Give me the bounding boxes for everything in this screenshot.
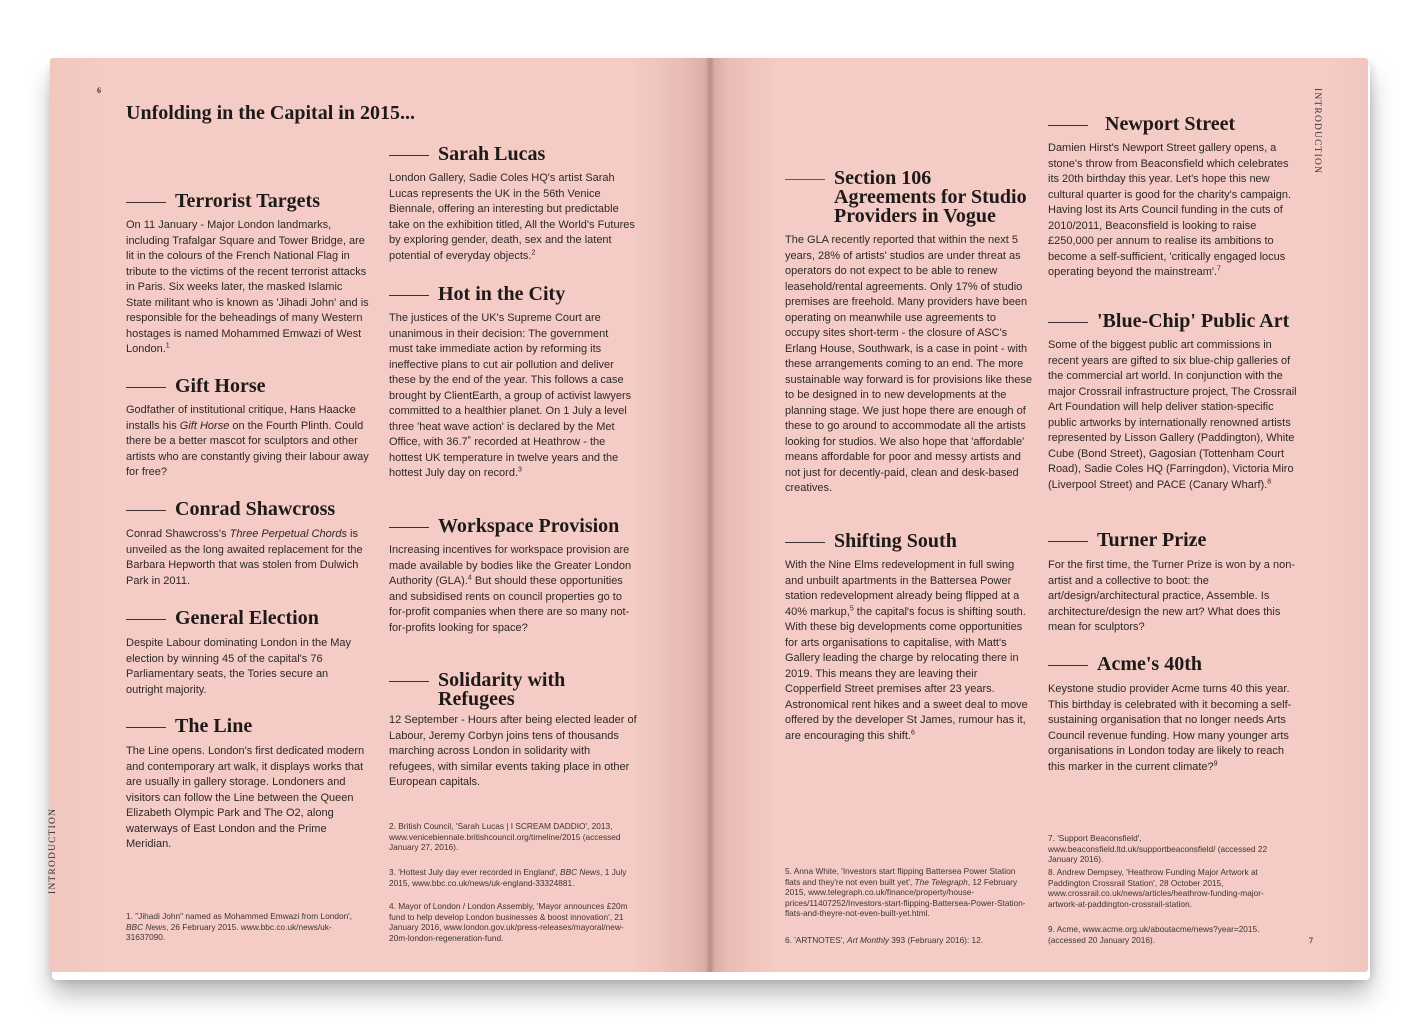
body-section-106: The GLA recently reported that within the next 5 years, 28% of artists' studios are under threat as operators do not expect to be able to renew leasehold/rental agreements. Only 17% of studio premises are freehold. Many providers have been operating on meanwhile use agreements to occupy sites short-term - the closure of ASC's Erlang House, Southwark, is a case in point - with these arrangements coming to an end. The more sustainable way forward is for provisions like these to be designed in to new developments at the planning stage. We just hope there are enough of these to go around to accommodate all the artists looking for studios. We also hope that 'affordable' means affordable for poor and messy artists and not just for decently-paid, clean and desk-based creatives. bbox=[785, 234, 1033, 494]
heading-rule bbox=[389, 527, 429, 528]
heading-rule bbox=[389, 681, 429, 682]
heading-rule bbox=[126, 510, 166, 511]
heading-solidarity-with-refugees: Solidarity with Refugees bbox=[438, 669, 566, 710]
heading-hot-in-the-city: Hot in the City bbox=[438, 283, 566, 305]
body-terrorist-targets: On 11 January - Major London landmarks, including Trafalgar Square and Tower Bridge, are lit in the colours of the French National Flag in tribute to the victims of the recent terrorist attacks in Paris. Six weeks later, the masked Islamic State militant who is known as 'Jihadi John' and is responsible for the beheadings of many Western hostages is named Mohammed Emwazi of West London.$^1$ bbox=[126, 219, 369, 355]
page-title: Unfolding in the Capital in 2015... bbox=[126, 102, 415, 124]
body-newport-street: Damien Hirst's Newport Street gallery opens, a stone's throw from Beaconsfield which celebrates its 20th birthday this year. Let's hope this new cultural quarter is good for the charity's campaign. Having lost its Arts Council funding in the cuts of 2010/2011, Beaconsfield is looking to raise £250,000 per annum to realise its ambitions to become a self-sufficient, 'critically engaged locus operating beyond the mainstream'.$^7$ bbox=[1048, 142, 1291, 278]
heading-rule bbox=[389, 295, 429, 296]
heading-rule bbox=[1048, 541, 1088, 542]
body-sarah-lucas: London Gallery, Sadie Coles HQ's artist Sarah Lucas represents the UK in the 56th Venice Biennale, offering an interesting but predictable take on the exhibition titled, All the World's Futures by exploring gender, death, sex and the latent potential of everyday objects.$^2$ bbox=[389, 172, 635, 262]
body-solidarity-with-refugees: 12 September - Hours after being elected leader of Labour, Jeremy Corbyn joins tens of thousands marching across London in solidarity with refugees, with similar events taking place in other European capitals. bbox=[389, 714, 637, 788]
heading-rule bbox=[126, 619, 166, 620]
heading-rule bbox=[1048, 125, 1088, 126]
footnote-9: 9. Acme, www.acme.org.uk/aboutacme/news?year=2015. (accessed 20 January 2016). bbox=[1048, 924, 1260, 945]
body-general-election: Despite Labour dominating London in the May election by winning 45 of the capital's 76 Parliamentary seats, the Tories secure an outright majority. bbox=[126, 637, 352, 696]
footnote-6: 6. 'ARTNOTES', Art Monthly 393 (February 2016): 12. bbox=[785, 935, 984, 945]
body-gift-horse: Godfather of institutional critique, Hans Haacke installs his Gift Horse on the Fourth Plinth. Could there be a better mascot for sculptors and other artists who are constantly giving their labour away for free? bbox=[126, 404, 369, 478]
heading-rule bbox=[1048, 665, 1088, 666]
heading-rule bbox=[785, 542, 825, 543]
book-gutter bbox=[705, 58, 715, 972]
page-number-right: 7 bbox=[1309, 936, 1313, 945]
side-label-right: INTRODUCTION bbox=[1312, 88, 1322, 175]
body-acmes-40th: Keystone studio provider Acme turns 40 this year. This birthday is celebrated with it becoming a self-sustaining organisation that no longer needs Arts Council revenue funding. How many younger arts organisations in London today are likely to reach this marker in the current climate?$^9$ bbox=[1048, 683, 1292, 773]
heading-shifting-south: Shifting South bbox=[834, 530, 957, 552]
body-hot-in-the-city: The justices of the UK's Supreme Court are unanimous in their decision: The government must take immediate action by reforming its ineffective plans to cut air pollution and deliver these by the end of the year. This follows a case brought by ClientEarth, a group of activist lawyers committed to a healthier planet. On 1 July a level three 'heat wave action' is declared by the Met Office, with 36.7˚ recorded at Heathrow - the hottest UK temperature in twelve years and the hottest July day on record.$^3$ bbox=[389, 312, 632, 479]
heading-rule bbox=[126, 387, 166, 388]
body-shifting-south: With the Nine Elms redevelopment in full swing and unbuilt apartments in the Battersea Power station redevelopment already being flipped at a 40% markup,$^5$ the capital's focus is shifting south. With these big developments come opportunities for arts organisations to capitalise, with Matt's Gallery leading the charge by relocating there in 2019. This means they are leaving their Copperfield Street premises after 23 years. Astronomical rent hikes and a sweet deal to move offered by the developer St James, rumour has it, are encouraging this shift.$^6$ bbox=[785, 559, 1028, 742]
heading-gift-horse: Gift Horse bbox=[175, 375, 266, 397]
footnote-2: 2. British Council, 'Sarah Lucas | I SCREAM DADDIO', 2013, www.venicebiennale.britishcouncil.org/timeline/2015 (accessed January 27, 2016). bbox=[389, 821, 621, 852]
side-label-left: INTRODUCTION bbox=[48, 807, 58, 894]
footnote-7: 7. 'Support Beaconsfield', www.beaconsfield.ltd.uk/supportbeaconsfield/ (accessed 22 January 2016). bbox=[1048, 833, 1268, 864]
heading-newport-street: Newport Street bbox=[1105, 113, 1236, 135]
heading-acmes-40th: Acme's 40th bbox=[1097, 653, 1202, 675]
heading-rule bbox=[389, 155, 429, 156]
heading-general-election: General Election bbox=[175, 607, 319, 629]
body-conrad-shawcross: Conrad Shawcross's Three Perpetual Chords is unveiled as the long awaited replacement for the Barbara Hepworth that was stolen from Dulwich Park in 2011. bbox=[126, 528, 363, 587]
page-number-left: 6 bbox=[97, 86, 101, 95]
heading-turner-prize: Turner Prize bbox=[1097, 529, 1207, 551]
heading-conrad-shawcross: Conrad Shawcross bbox=[175, 498, 336, 520]
footnote-1: 1. "Jihadi John" named as Mohammed Emwazi from London', BBC News, 26 February 2015. www.bbc.co.uk/news/uk-31637090. bbox=[126, 911, 353, 942]
body-turner-prize: For the first time, the Turner Prize is won by a non-artist and a collective to boot: the art/design/architectural practice, Assemble. Is architecture/design the new art? What does this mean for sculptors? bbox=[1048, 559, 1295, 633]
heading-section-106: Section 106 Agreements for Studio Providers in Vogue bbox=[834, 167, 1027, 227]
body-the-line: The Line opens. London's first dedicated modern and contemporary art walk, it displays works that are usually in gallery storage. Londoners and visitors can follow the Line between the Queen Elizabeth Olympic Park and The O2, along waterways of East London and the Prime Meridian. bbox=[126, 745, 365, 850]
footnote-3: 3. 'Hottest July day ever recorded in England', BBC News, 1 July 2015, www.bbc.co.uk/news/uk-england-33324881. bbox=[389, 867, 627, 888]
heading-rule bbox=[1048, 322, 1088, 323]
footnote-8: 8. Andrew Dempsey, 'Heathrow Funding Major Artwork at Paddington Crossrail Station', 28 October 2015, www.crossrail.co.uk/news/articles/heathrow-funding-major-artwork-at-paddington-crossrail-station. bbox=[1048, 867, 1264, 909]
footnote-5: 5. Anna White, 'Investors start flipping Battersea Power Station flats and they're not even built yet', The Telegraph, 12 February 2015, www.telegraph.co.uk/finance/property/house-prices/11407252/Investors-start-flipping-Battersea-Power-Station-flats-and-theyre-not-even-built-yet.html. bbox=[785, 866, 1026, 918]
heading-the-line: The Line bbox=[175, 715, 253, 737]
body-blue-chip-public-art: Some of the biggest public art commissions in recent years are gifted to six blue-chip galleries of the commercial art world. In conjunction with the major Crossrail infrastructure project, The Crossrail Art Foundation will help deliver station-specific public artworks by internationally renowned artists represented by Lisson Gallery (Paddington), White Cube (Bond Street), Gagosian (Tottenham Court Road), Sadie Coles HQ (Farringdon), Victoria Miro (Liverpool Street) and PACE (Canary Wharf).$^8$ bbox=[1048, 339, 1297, 491]
heading-terrorist-targets: Terrorist Targets bbox=[175, 190, 320, 212]
heading-rule bbox=[785, 179, 825, 180]
heading-sarah-lucas: Sarah Lucas bbox=[438, 143, 546, 165]
heading-workspace-provision: Workspace Provision bbox=[438, 515, 620, 537]
heading-rule bbox=[126, 202, 166, 203]
footnote-4: 4. Mayor of London / London Assembly, 'Mayor announces £20m fund to help develop London businesses & boost innovation', 21 January 2016, www.london.gov.uk/press-releases/mayoral/new-20m-london-regeneration-fund. bbox=[389, 901, 628, 943]
heading-rule bbox=[126, 727, 166, 728]
heading-blue-chip-public-art: 'Blue-Chip' Public Art bbox=[1097, 310, 1290, 332]
body-workspace-provision: Increasing incentives for workspace provision are made available by bodies like the Greater London Authority (GLA).$^4$ But should these opportunities and subsidised rents on council properties go to for-profit companies when there are so many not-for-profits looking for space? bbox=[389, 544, 632, 634]
